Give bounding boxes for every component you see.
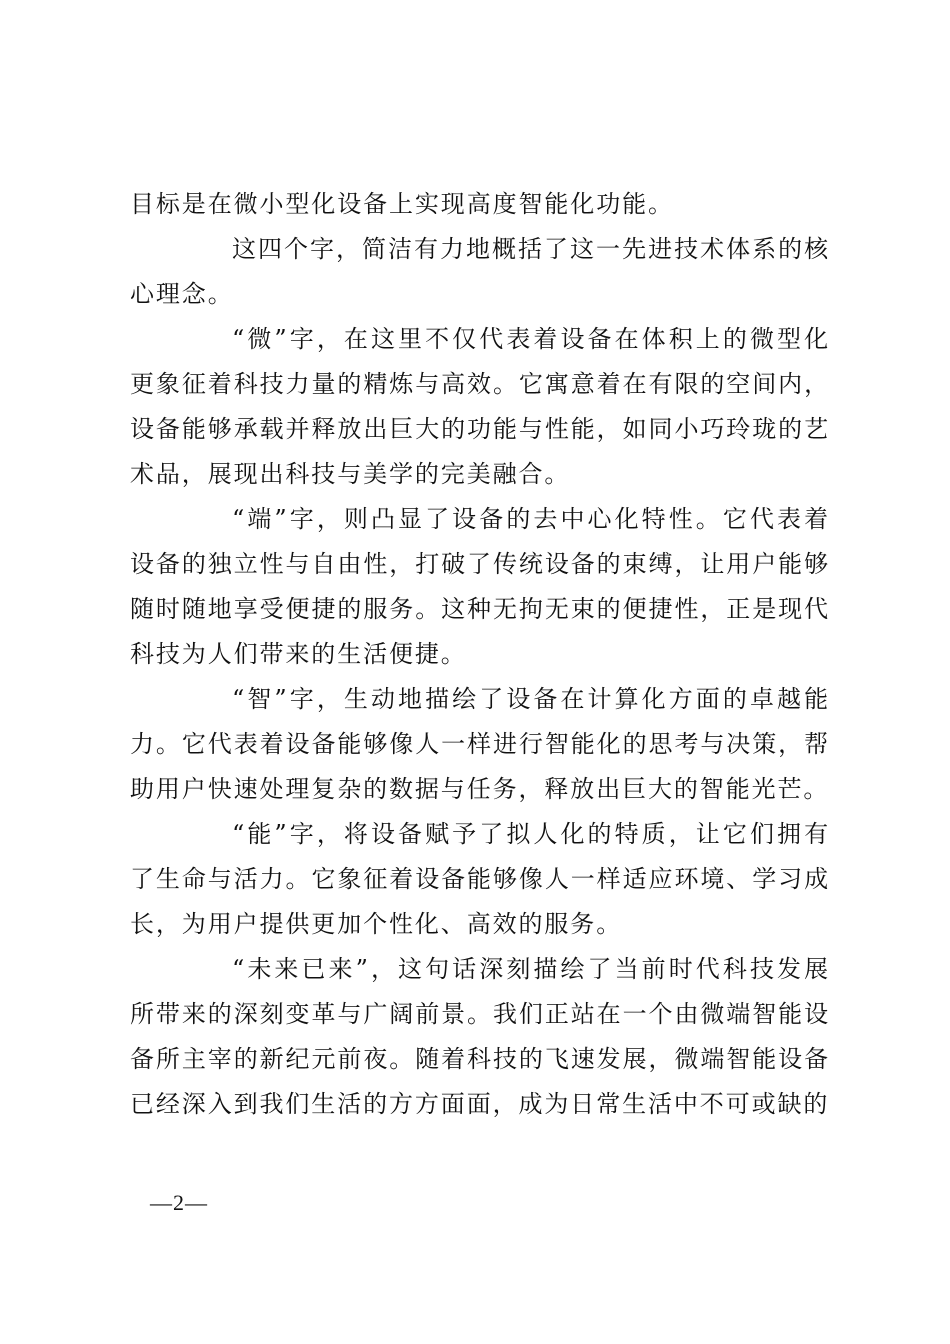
paragraph-1: 目标是在微小型化设备上实现高度智能化功能。 <box>130 190 674 218</box>
page-number: —2— <box>150 1190 208 1215</box>
paragraph-4: “端”字，则凸显了设备的去中心化特性。它代表着设备的独立性与自由性，打破了传统设备的束缚，让用户能够随时随地享受便捷的服务。这种无拘无束的便捷性，正是现代科技为人们带来的生活便捷。 <box>130 505 830 668</box>
body-text <box>130 182 830 1127</box>
paragraph-5: “智”字，生动地描绘了设备在计算化方面的卓越能力。它代表着设备能够像人一样进行智能化的思考与决策，帮助用户快速处理复杂的数据与任务，释放出巨大的智能光芒。 <box>130 685 830 803</box>
paragraph-2: 这四个字，简洁有力地概括了这一先进技术体系的核心理念。 <box>130 235 830 308</box>
paragraph-6: “能”字，将设备赋予了拟人化的特质，让它们拥有了生命与活力。它象征着设备能够像人一样适应环境、学习成长，为用户提供更加个性化、高效的服务。 <box>130 820 830 938</box>
paragraph-3: “微”字，在这里不仅代表着设备在体积上的微型化更象征着科技力量的精炼与高效。它寓意着在有限的空间内，设备能够承载并释放出巨大的功能与性能，如同小巧玲珑的艺术品，展现出科技与美学的完美融合。 <box>130 325 830 488</box>
paragraph-7: “未来已来”，这句话深刻描绘了当前时代科技发展所带来的深刻变革与广阔前景。我们正站在一个由微端智能设备所主宰的新纪元前夜。随着科技的飞速发展，微端智能设备已经深入到我们生活的方方面面，成为日常生活中不可或缺的 <box>130 955 830 1118</box>
